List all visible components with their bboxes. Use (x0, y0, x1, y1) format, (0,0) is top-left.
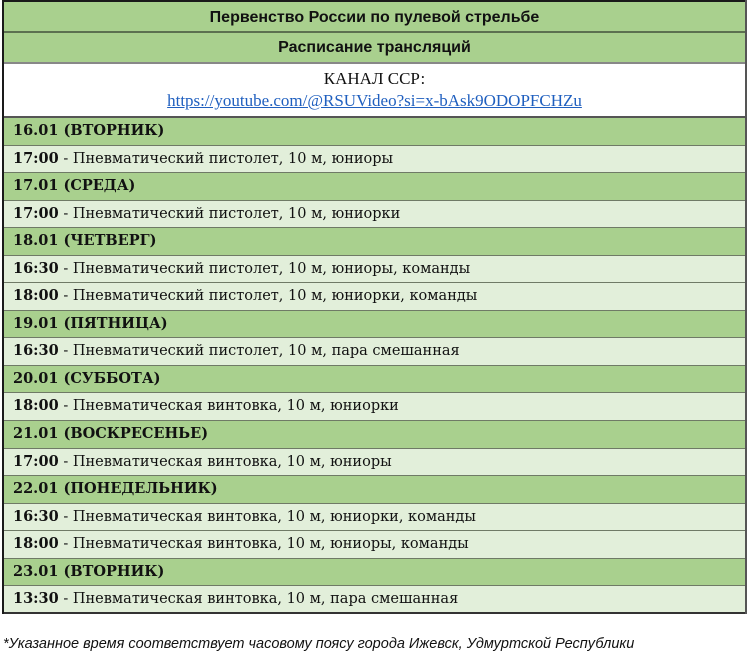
event-time: 18:00 (13, 535, 59, 553)
day-header-row: 21.01 (ВОСКРЕСЕНЬЕ) (4, 421, 745, 449)
event-time: 16:30 (13, 342, 59, 360)
schedule-table (2, 0, 747, 614)
event-time: 18:00 (13, 397, 59, 415)
event-time: 16:30 (13, 259, 59, 277)
event-description: - Пневматическая винтовка, 10 м, юниоры, команды (58, 536, 469, 553)
event-row (4, 338, 745, 366)
day-header-row: 19.01 (ПЯТНИЦА) (4, 311, 745, 339)
timezone-footnote: *Указанное время соответствует часовому поясу города Ижевск, Удмуртской Республики (3, 636, 635, 652)
day-header-row: 23.01 (ВТОРНИК) (4, 559, 745, 587)
channel-cell (4, 64, 745, 118)
table-title: Первенство России по пулевой стрельбе (4, 0, 745, 33)
event-time: 17:00 (13, 204, 59, 222)
schedule-rows (4, 118, 745, 614)
event-row (4, 531, 745, 559)
event-description: - Пневматическая винтовка, 10 м, юниоры (58, 453, 392, 470)
event-row (4, 393, 745, 421)
day-header-row: 22.01 (ПОНЕДЕЛЬНИК) (4, 476, 745, 504)
day-header-row: 20.01 (СУББОТА) (4, 366, 745, 394)
channel-label: КАНАЛ ССР: (323, 69, 426, 88)
day-header-row: 16.01 (ВТОРНИК) (4, 118, 745, 146)
channel-link[interactable]: https://youtube.com/@RSUVideo?si=x-bAsk9ODOPFCHZu (167, 91, 582, 110)
event-description: - Пневматический пистолет, 10 м, юниоры, команды (58, 260, 471, 277)
event-row (4, 504, 745, 532)
event-row (4, 586, 745, 614)
event-description: - Пневматическая винтовка, 10 м, пара смешанная (58, 591, 459, 608)
event-time: 17:00 (13, 149, 59, 167)
event-row (4, 146, 745, 174)
event-description: - Пневматическая винтовка, 10 м, юниорки, команды (58, 508, 476, 525)
event-time: 13:30 (13, 590, 59, 608)
event-description: - Пневматический пистолет, 10 м, юниорки, команды (58, 288, 478, 305)
event-description: - Пневматический пистолет, 10 м, юниорки (58, 205, 401, 222)
event-row (4, 256, 745, 284)
event-row (4, 449, 745, 477)
event-time: 18:00 (13, 287, 59, 305)
event-description: - Пневматический пистолет, 10 м, пара смешанная (58, 343, 460, 360)
event-row (4, 201, 745, 229)
event-time: 16:30 (13, 507, 59, 525)
event-row (4, 283, 745, 311)
day-header-row: 17.01 (СРЕДА) (4, 173, 745, 201)
table-subtitle: Расписание трансляций (4, 33, 745, 64)
day-header-row: 18.01 (ЧЕТВЕРГ) (4, 228, 745, 256)
event-time: 17:00 (13, 452, 59, 470)
event-description: - Пневматический пистолет, 10 м, юниоры (58, 150, 394, 167)
event-description: - Пневматическая винтовка, 10 м, юниорки (58, 398, 399, 415)
